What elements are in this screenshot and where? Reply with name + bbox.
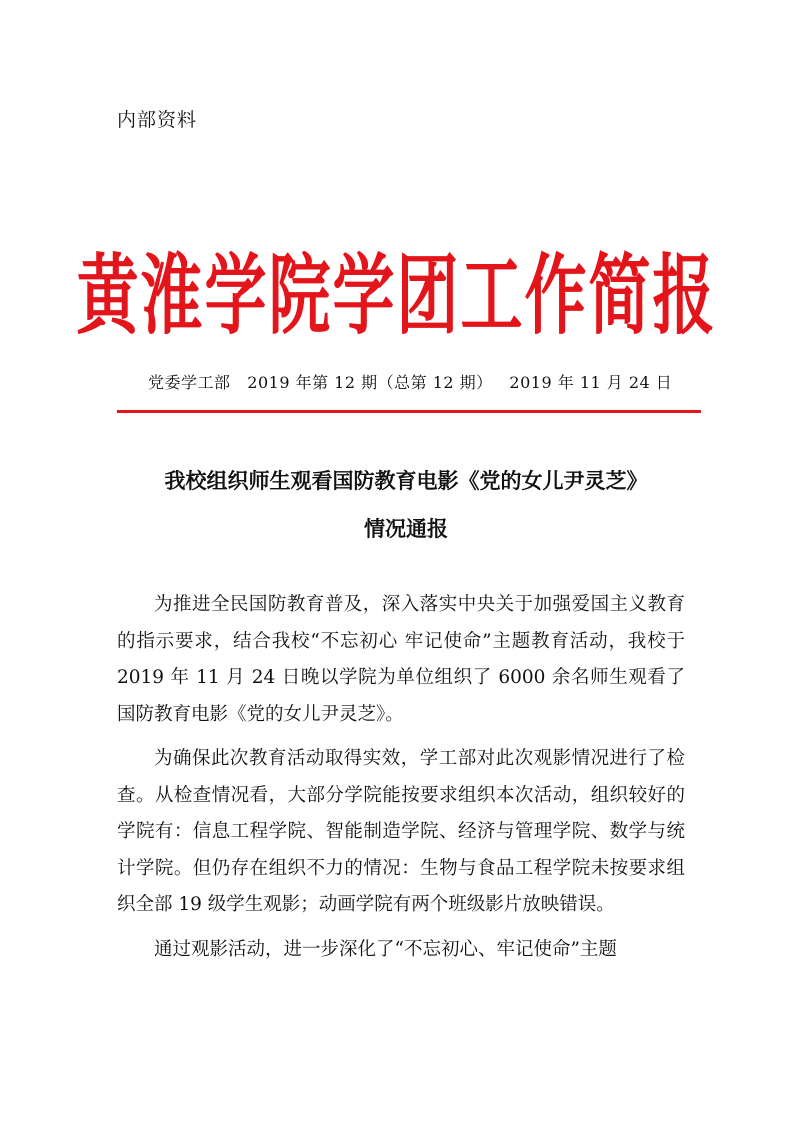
issue-number: 2019 年第 12 期（总第 12 期） bbox=[247, 373, 493, 392]
paragraph-3: 通过观影活动，进一步深化了“不忘初心、牢记使命”主题 bbox=[154, 938, 617, 960]
article-title bbox=[96, 457, 716, 553]
issue-date: 2019 年 11 月 24 日 bbox=[509, 373, 673, 392]
issuer: 党委学工部 bbox=[148, 373, 231, 392]
paragraph-1: 为推进全民国防教育普及，深入落实中央关于加强爱国主义教育的指示要求，结合我校“不忘初心 牢记使命”主题教育活动，我校于 2019 年 11 月 24 日晚以学院为单位组织了 6000 余名师生观看了国防教育电影《党的女儿尹灵芝》。 bbox=[117, 594, 685, 725]
red-divider-rule bbox=[117, 410, 701, 413]
issue-info-line bbox=[148, 370, 672, 393]
masthead-title: 黄淮学院学团工作简报 bbox=[76, 244, 717, 347]
classification-label: 内部资料 bbox=[117, 109, 198, 131]
article-body bbox=[117, 587, 685, 976]
paragraph-2: 为确保此次教育活动取得实效，学工部对此次观影情况进行了检查。从检查情况看，大部分学院能按要求组织本次活动，组织较好的学院有：信息工程学院、智能制造学院、经济与管理学院、数学与统计学院。但仍存在组织不力的情况：生物与食品工程学院未按要求组织全部 19 级学生观影；动画学院有两个班级影片放映错误。 bbox=[117, 748, 685, 915]
article-title-line-1: 我校组织师生观看国防教育电影《党的女儿尹灵芝》 bbox=[164, 468, 648, 493]
article-title-line-2: 情况通报 bbox=[364, 516, 448, 541]
